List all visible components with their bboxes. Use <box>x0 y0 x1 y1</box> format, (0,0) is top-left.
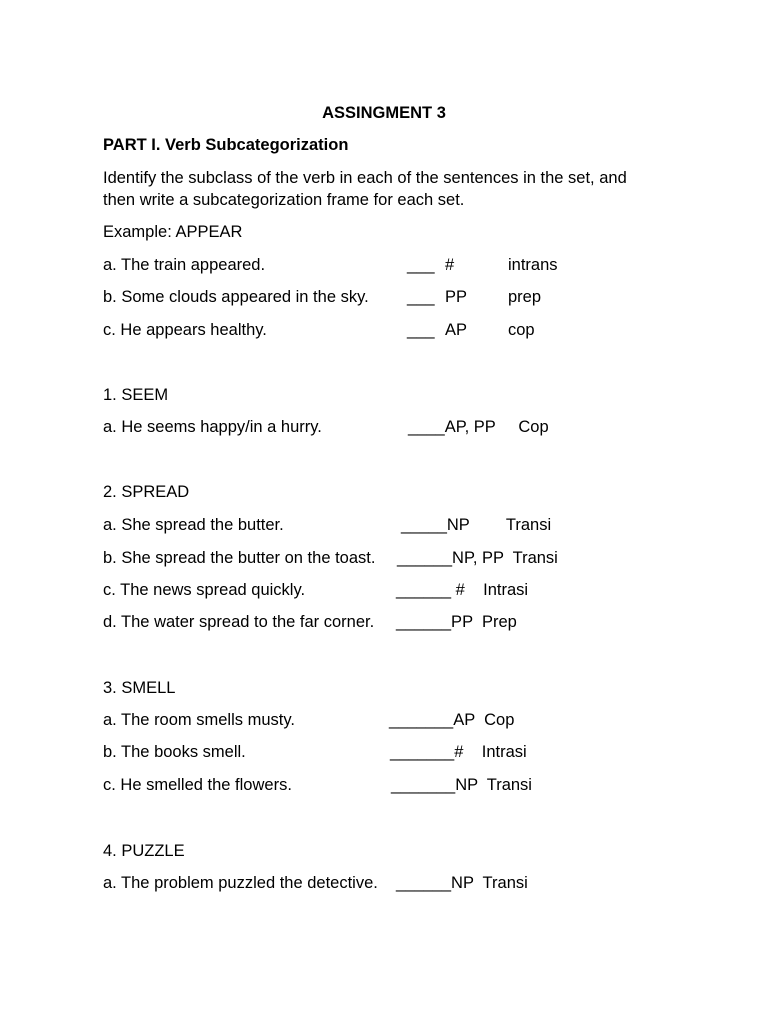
example-sentence-b: b. Some clouds appeared in the sky. <box>103 288 369 306</box>
example-class-c: cop <box>508 321 535 339</box>
example-class-a: intrans <box>508 256 558 274</box>
example-class-b: prep <box>508 288 542 306</box>
example-sentence-c: c. He appears healthy. <box>103 321 267 339</box>
instructions-line-1: Identify the subclass of the verb in each of the sentences in the set, and <box>103 169 627 187</box>
set-heading-spread: 2. SPREAD <box>103 483 190 501</box>
set-heading-puzzle: 4. PUZZLE <box>103 842 185 860</box>
spread-sentence-c: c. The news spread quickly. <box>103 581 306 599</box>
set-heading-seem: 1. SEEM <box>103 386 169 404</box>
set-heading-smell: 3. SMELL <box>103 679 176 697</box>
example-frame-c: AP <box>445 321 468 339</box>
seem-sentence-a: a. He seems happy/in a hurry. <box>103 418 322 436</box>
seem-answer-a: ____AP, PP Cop <box>408 418 549 436</box>
instructions-line-2: then write a subcategorization frame for each set. <box>103 191 465 209</box>
smell-answer-a: _______AP Cop <box>389 711 515 729</box>
example-blank-b: ___ <box>407 288 435 306</box>
spread-sentence-a: a. She spread the butter. <box>103 516 284 534</box>
example-frame-b: PP <box>445 288 468 306</box>
example-blank-c: ___ <box>407 321 435 339</box>
smell-answer-b: _______# Intrasi <box>390 743 527 761</box>
spread-answer-d: ______PP Prep <box>396 613 517 631</box>
smell-sentence-c: c. He smelled the flowers. <box>103 776 292 794</box>
puzzle-answer-a: ______NP Transi <box>396 874 528 892</box>
example-heading: Example: APPEAR <box>103 223 243 241</box>
part-heading: PART I. Verb Subcategorization <box>103 136 349 154</box>
example-frame-a: # <box>445 256 455 274</box>
spread-sentence-d: d. The water spread to the far corner. <box>103 613 375 631</box>
puzzle-sentence-a: a. The problem puzzled the detective. <box>103 874 378 892</box>
spread-sentence-b: b. She spread the butter on the toast. <box>103 549 376 567</box>
spread-answer-c: ______ # Intrasi <box>396 581 529 599</box>
smell-sentence-a: a. The room smells musty. <box>103 711 295 729</box>
spread-answer-b: ______NP, PP Transi <box>397 549 558 567</box>
example-blank-a: ___ <box>407 256 435 274</box>
example-sentence-a: a. The train appeared. <box>103 256 266 274</box>
spread-answer-a: _____NP Transi <box>401 516 552 534</box>
smell-answer-c: _______NP Transi <box>391 776 532 794</box>
smell-sentence-b: b. The books smell. <box>103 743 246 761</box>
assignment-title: ASSINGMENT 3 <box>322 104 446 122</box>
